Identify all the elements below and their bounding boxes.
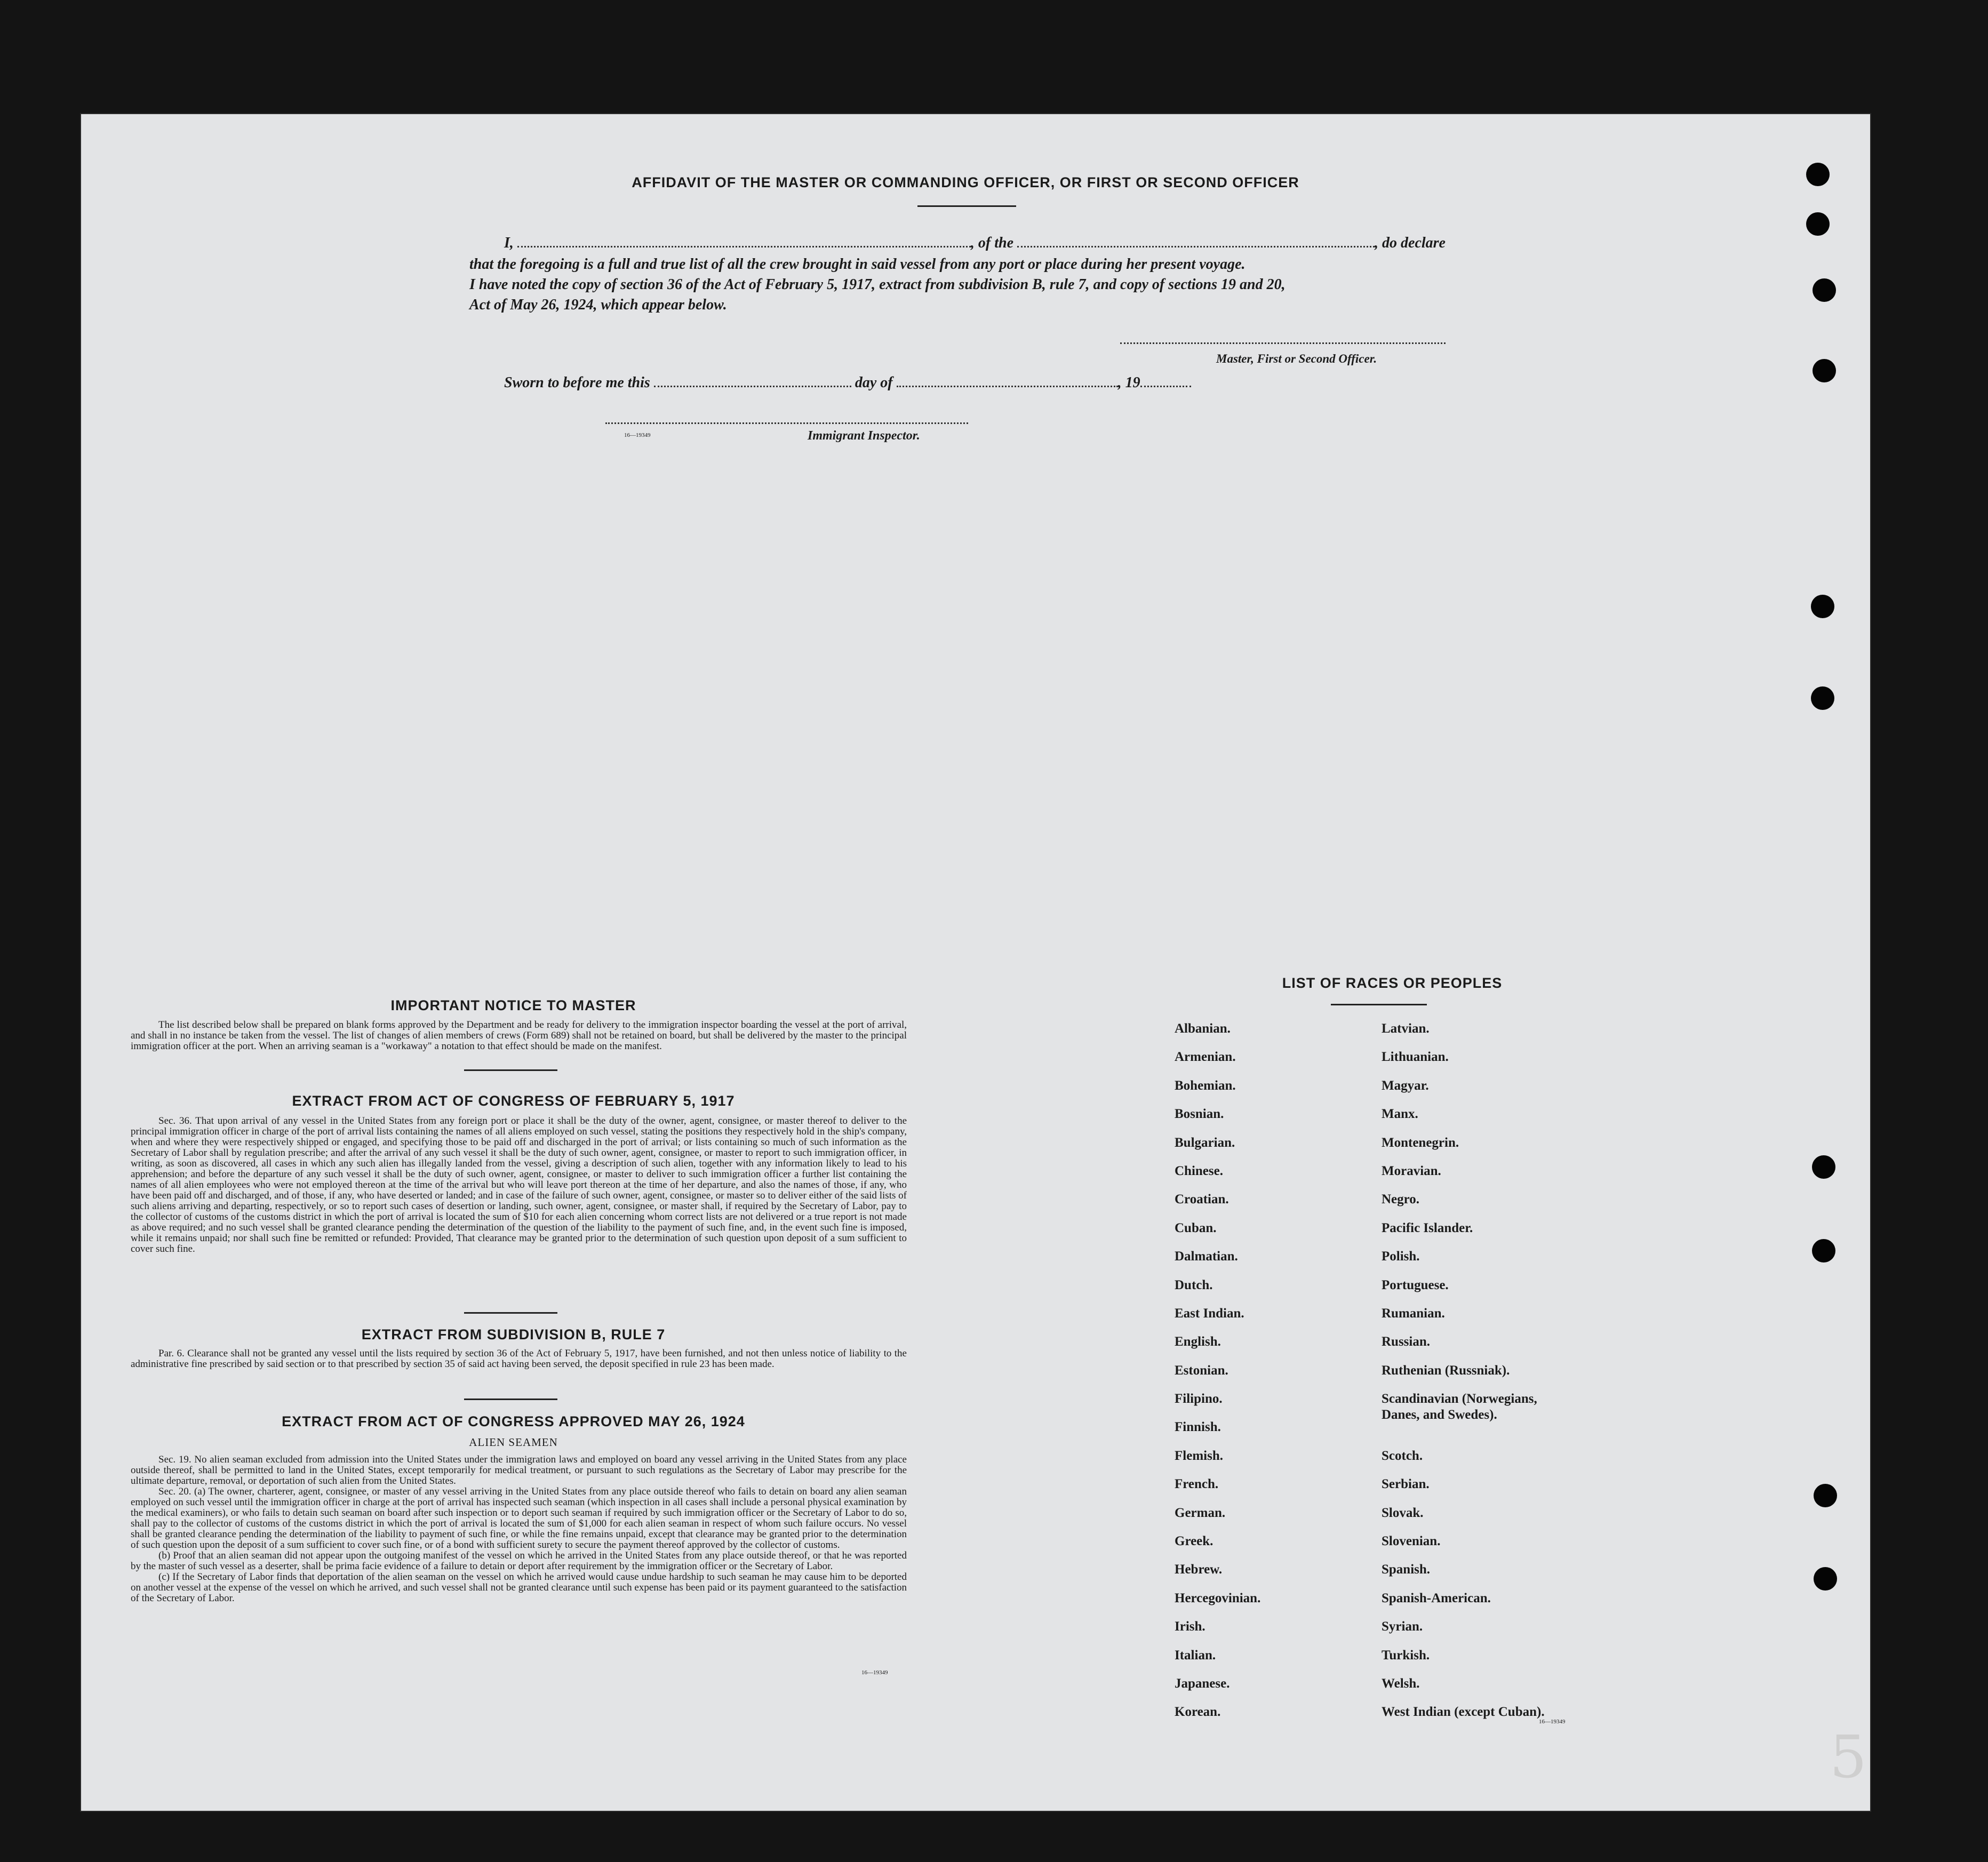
race-item: East Indian. xyxy=(1175,1306,1244,1321)
sworn-line xyxy=(504,374,1191,391)
race-item: Spanish-American. xyxy=(1382,1591,1491,1605)
races-left-column xyxy=(1175,1021,1260,1733)
affidavit-of-the: , of the xyxy=(970,235,1014,251)
sworn-prefix: Sworn to before me this xyxy=(504,374,650,391)
affidavit-i: I, xyxy=(504,235,514,251)
race-item: Finnish. xyxy=(1175,1420,1221,1435)
affidavit-line-4: Act of May 26, 1924, which appear below. xyxy=(469,297,727,313)
race-item: Bulgarian. xyxy=(1175,1135,1235,1150)
sworn-day-field[interactable] xyxy=(654,375,851,387)
rule7-paragraph: Par. 6. Clearance shall not be granted any vessel until the lists required by section 36 of the Act of February 5, 1917, have been furnished, and not then unless notice of liability to the administrative fine prescribed by said section or to that prescribed by section 35 of said act having been served, the deposit specified in rule 23 has been made. xyxy=(131,1348,907,1370)
race-item: Scandinavian (Norwegians, Danes, and Swedes). xyxy=(1382,1392,1537,1423)
race-item: Irish. xyxy=(1175,1619,1205,1634)
race-item: Filipino. xyxy=(1175,1392,1223,1407)
race-item: Italian. xyxy=(1175,1648,1216,1663)
race-item: Russian. xyxy=(1382,1334,1431,1349)
punch-hole xyxy=(1814,1484,1837,1507)
notice-paragraph: The list described below shall be prepared on blank forms approved by the Department and be ready for delivery to the immigration inspector boarding the vessel at the port of arrival, and shall in no instance be taken from the vessel. The list of changes of alien members of crews (Form 689) shall not be retained on board, but shall be delivered by the master to the principal immigration officer at the port. When an arriving seaman is a "workaway" a notation to that effect should be made on the manifest. xyxy=(131,1019,907,1052)
race-item: Manx. xyxy=(1382,1107,1418,1122)
race-item: Dalmatian. xyxy=(1175,1249,1238,1264)
races-divider xyxy=(1331,1004,1427,1005)
race-item: Pacific Islander. xyxy=(1382,1220,1473,1235)
divider-1 xyxy=(464,1069,557,1071)
race-item: Moravian. xyxy=(1382,1163,1441,1178)
race-item: Polish. xyxy=(1382,1249,1420,1264)
section-20a-paragraph: Sec. 20. (a) The owner, charterer, agent, consignee, or master of any vessel arriving in the United States from any place outside thereof who fails to detain on board any alien seaman employed on such vessel until the immigration officer in charge at the port of arrival has inspected such seaman (which inspection in all cases shall include a personal physical examination by the medical examiners), or who fails to detain such seaman on board after such inspection or to deport such seaman if required by such immigration officer or the Secretary of Labor to do so, shall pay to the collector of customs of the customs district in which the port of arrival is located the sum of $1,000 for each alien seaman in respect of whom such failure occurs. No vessel shall be granted clearance pending the determination of the liability to payment of such fine, or while the fine remains unpaid, except that clearance may be granted prior to the determination of such question upon the deposit of a sum sufficient to cover such fine, or of a bond with sufficient surety to secure the payment thereof approved by the collector of customs. xyxy=(131,1486,907,1551)
race-item: Turkish. xyxy=(1382,1648,1430,1663)
race-item: Magyar. xyxy=(1382,1078,1429,1093)
punch-hole xyxy=(1811,595,1834,618)
vessel-name-field[interactable] xyxy=(1017,235,1375,247)
punch-hole xyxy=(1806,212,1830,236)
sworn-month-field[interactable] xyxy=(897,375,1118,387)
race-item: Rumanian. xyxy=(1382,1306,1445,1321)
section-19-paragraph: Sec. 19. No alien seaman excluded from admission into the United States under the immigration laws and employed on board any vessel arriving in the United States from any place outside thereof, shall be permitted to land in the United States, except temporarily for medical treatment, or pursuant to such regulations as the Secretary of Labor may prescribe for the ultimate departure, removal, or deportation of such alien from the United States. xyxy=(131,1454,907,1487)
page-number: 5 xyxy=(1830,1723,1867,1791)
race-item: German. xyxy=(1175,1505,1226,1520)
race-item: West Indian (except Cuban). xyxy=(1382,1705,1545,1720)
race-item: Ruthenian (Russniak). xyxy=(1382,1363,1510,1378)
notice-title: IMPORTANT NOTICE TO MASTER xyxy=(390,997,636,1013)
extract-1917-title: EXTRACT FROM ACT OF CONGRESS OF FEBRUARY 5, 1917 xyxy=(292,1093,735,1109)
race-item: English. xyxy=(1175,1334,1221,1349)
section-20b-paragraph: (b) Proof that an alien seaman did not appear upon the outgoing manifest of the vessel on which he arrived in the United States from any place outside thereof, or that he was reported by the master of such vessel as a deserter, shall be prima facie evidence of a failure to detain or deport after requirement by the immigration officer or the Secretary of Labor. xyxy=(131,1550,907,1572)
title-divider xyxy=(917,205,1016,207)
race-item: Slovak. xyxy=(1382,1505,1424,1520)
affidavit-do-declare: , do declare xyxy=(1375,235,1446,251)
race-item: Bohemian. xyxy=(1175,1078,1236,1093)
races-right-column xyxy=(1382,1021,1545,1733)
race-item: Estonian. xyxy=(1175,1363,1228,1378)
extract-rule7-title: EXTRACT FROM SUBDIVISION B, RULE 7 xyxy=(361,1326,666,1342)
race-item: Greek. xyxy=(1175,1534,1213,1549)
race-item: Japanese. xyxy=(1175,1676,1230,1691)
affidavit-form-number: 16—19349 xyxy=(624,432,651,438)
race-item: Bosnian. xyxy=(1175,1107,1224,1122)
master-name-field[interactable] xyxy=(517,235,971,247)
race-item: Herceg​ovinian. xyxy=(1175,1591,1261,1605)
race-item: Negro. xyxy=(1382,1192,1420,1207)
race-item: Albanian. xyxy=(1175,1021,1231,1036)
punch-hole xyxy=(1813,359,1836,382)
punch-hole xyxy=(1811,686,1834,710)
punch-hole xyxy=(1812,1155,1835,1179)
race-item: Syrian. xyxy=(1382,1619,1423,1634)
race-item: Welsh. xyxy=(1382,1676,1420,1691)
punch-hole xyxy=(1806,163,1830,186)
race-item: Korean. xyxy=(1175,1705,1221,1720)
notice-text xyxy=(131,1020,907,1052)
race-item: Hebrew. xyxy=(1175,1562,1223,1577)
punch-hole xyxy=(1812,1239,1835,1262)
divider-3 xyxy=(464,1399,557,1400)
extract-rule7-text xyxy=(131,1348,907,1370)
race-item: Lithuanian. xyxy=(1382,1050,1449,1065)
extract-1917-text xyxy=(131,1116,907,1254)
races-form-number: 16—19349 xyxy=(1539,1719,1566,1725)
race-item: Croatian. xyxy=(1175,1192,1229,1207)
race-item: Scotch. xyxy=(1382,1448,1423,1463)
alien-seamen-subtitle: ALIEN SEAMEN xyxy=(469,1436,558,1449)
race-item: Latvian. xyxy=(1382,1021,1430,1036)
race-item: Chinese. xyxy=(1175,1163,1223,1178)
inspector-caption: Immigrant Inspector. xyxy=(808,429,920,443)
race-item: Serbian. xyxy=(1382,1477,1430,1492)
race-item: Slovenian. xyxy=(1382,1534,1441,1549)
divider-2 xyxy=(464,1312,557,1314)
race-item: French. xyxy=(1175,1477,1219,1492)
race-item: Spanish. xyxy=(1382,1562,1431,1577)
signature-caption: Master, First or Second Officer. xyxy=(1216,352,1377,365)
section-20c-paragraph: (c) If the Secretary of Labor finds that deportation of the alien seaman on the vessel on which he arrived would cause undue hardship to such seaman he may cause him to be deported on another vessel at the expense of the vessel on which he arrived, and such vessel shall not be granted clearance until such expense has been paid or its payment guaranteed to the satisfaction of the Secretary of Labor. xyxy=(131,1571,907,1604)
form-page xyxy=(80,113,1871,1812)
race-item: Armenian. xyxy=(1175,1050,1236,1065)
inspector-signature-field[interactable] xyxy=(605,422,968,424)
affidavit-line-2: that the foregoing is a full and true list of all the crew brought in said vessel from any port or place during her present voyage. xyxy=(469,256,1246,273)
master-signature-field[interactable] xyxy=(1120,342,1446,344)
race-item: Montenegrin. xyxy=(1382,1135,1459,1150)
extract-form-number: 16—19349 xyxy=(861,1669,888,1676)
punch-hole xyxy=(1814,1567,1837,1591)
extract-1924-text xyxy=(131,1455,907,1604)
race-item: Flemish. xyxy=(1175,1448,1223,1463)
sworn-day-of: day of xyxy=(855,374,893,391)
affidavit-line-1 xyxy=(504,235,1446,252)
section-36-paragraph: Sec. 36. That upon arrival of any vessel in the United States from any foreign port or place it shall be the duty of the owner, agent, consignee, or master thereof to deliver to the principal immigration officer in charge of the port of arrival lists containing the names of all aliens employed on such vessel, stating the positions they respectively hold in the ship's company, when and where they were respectively shipped or engaged, and specifying those to be paid off and discharged in the port of arrival; or lists containing so much of such information as the Secretary of Labor shall by regulation prescribe; and after the arrival of any such vessel it shall be the duty of such owner, agent, consignee, or master to report to such immigration officer, in writing, as soon as discovered, all cases in which any such alien has illegally landed from the vessel, giving a description of such alien, together with any information likely to lead to his apprehension; and before the departure of any such vessel it shall be the duty of such owner, agent, consignee, or master to deliver to such immigration officer a further list containing the names of all alien employees who were not employed thereon at the time of the arrival but who will leave port thereon at the time of her departure, and also the names of those, if any, who have been paid off and discharged, and of those, if any, who have deserted or landed; and in case of the failure of such owner, agent, consignee, or master so to deliver either of the said lists of such aliens arriving and departing, respectively, or so to report such cases of desertion or landing, such owner, agent, consignee, or master shall, if required by the Secretary of Labor, pay to the collector of customs of the customs district in which the port of arrival is located the sum of $10 for each alien concerning whom correct lists are not delivered or a true report is not made as above required; and no such vessel shall be granted clearance pending the determination of the question of the liability to the payment of such fine, and, in the event such fine is imposed, while it remains unpaid; nor shall such fine be remitted or refunded: Provided, That clearance may be granted prior to the determination of such question upon deposit of a sum sufficient to cover such fine. xyxy=(131,1115,907,1254)
affidavit-line-3: I have noted the copy of section 36 of the Act of February 5, 1917, extract from subdivision B, rule 7, and copy of sections 19 and 20, xyxy=(469,276,1286,293)
races-title: LIST OF RACES OR PEOPLES xyxy=(1282,975,1503,991)
sworn-year: , 19 xyxy=(1117,374,1140,391)
race-item: Portuguese. xyxy=(1382,1277,1449,1292)
punch-hole xyxy=(1813,278,1836,302)
race-item: Dutch. xyxy=(1175,1277,1213,1292)
affidavit-title: AFFIDAVIT OF THE MASTER OR COMMANDING OFFICER, OR FIRST OR SECOND OFFICER xyxy=(632,174,1299,190)
race-item: Cuban. xyxy=(1175,1220,1217,1235)
extract-1924-title: EXTRACT FROM ACT OF CONGRESS APPROVED MAY 26, 1924 xyxy=(282,1413,745,1429)
sworn-year-field[interactable] xyxy=(1140,375,1191,387)
